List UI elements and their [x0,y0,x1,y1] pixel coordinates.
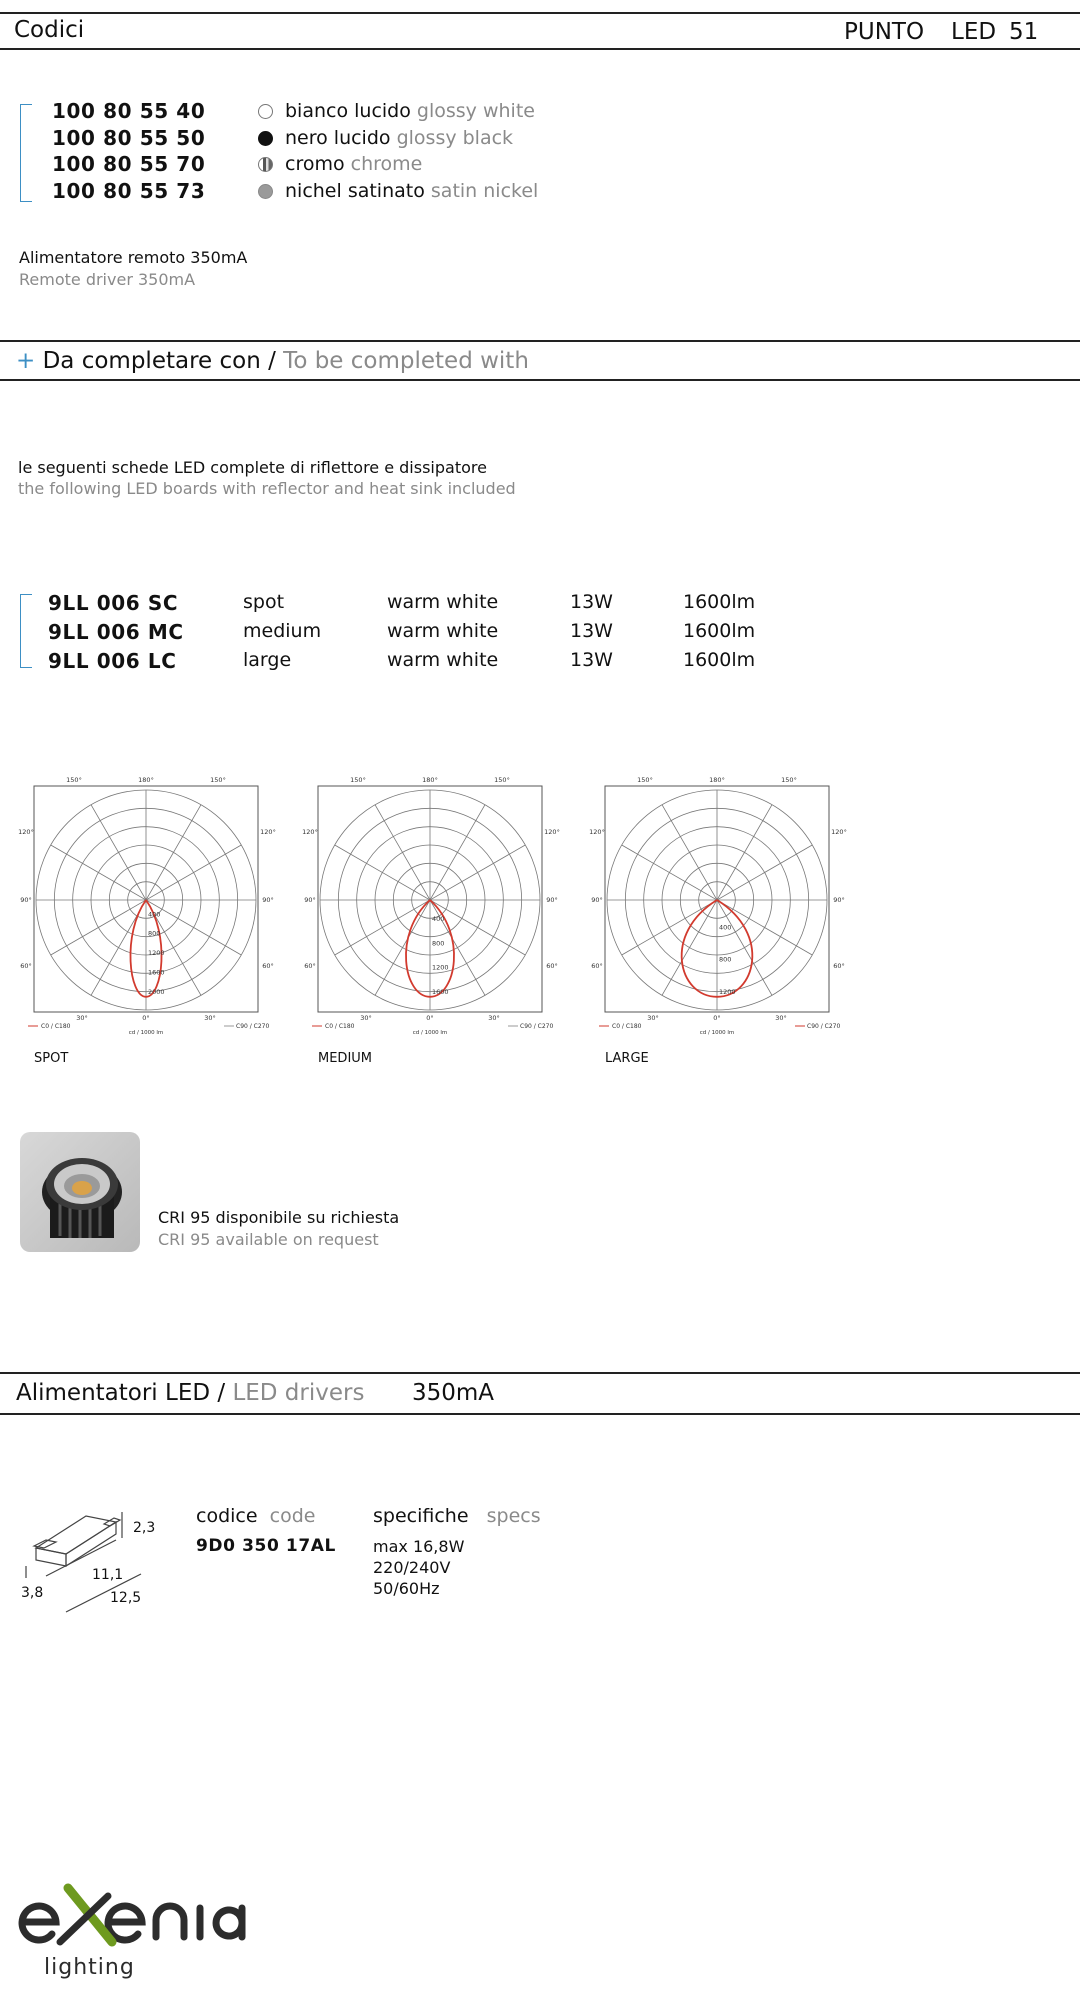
code-label-it: codice [196,1505,258,1527]
header-bottom-rule [0,48,1080,50]
ring-value-label: 800 [432,939,445,948]
code-label-en: code [269,1505,316,1527]
ring-value-label: 800 [148,929,161,938]
code-chrome: 100 80 55 70 [52,152,206,176]
spec-frequency: 50/60Hz [373,1579,440,1598]
led-power: 13W [570,620,613,642]
ring-value-label: 800 [719,955,732,964]
code-nickel: 100 80 55 73 [52,179,206,203]
angle-label: 60° [20,962,32,970]
boards-note-en: the following LED boards with reflector and heat sink included [18,479,516,498]
unit-label: cd / 1000 lm [412,1030,448,1036]
plus-icon: + [16,348,36,374]
led-color: warm white [387,649,499,671]
led-module-photo [20,1132,140,1252]
driver-note-it: Alimentatore remoto 350mA [19,248,248,267]
led-beam: large [243,649,292,671]
ring-value-label: 1600 [432,987,449,996]
driver-code-heading [196,1505,315,1527]
driver-front-face [36,1548,66,1566]
driver-drawing [16,1500,166,1620]
angle-label: 30° [204,1014,216,1022]
angle-label: 150° [66,776,82,784]
product-model: LED [951,19,997,45]
angle-label: 180° [422,776,438,784]
angle-label: 120° [260,828,276,836]
dim-length-inner: 11,1 [92,1567,124,1583]
finish-chrome [258,151,422,177]
angle-label: 120° [302,828,318,836]
glossy-white-swatch-icon [258,104,273,119]
angle-label: 90° [546,896,558,904]
finish-it: nero lucido [285,127,391,149]
led-power: 13W [570,591,613,613]
page-title: Codici [14,17,85,43]
angle-label: 30° [647,1014,659,1022]
section-rule-top [0,340,1080,342]
led-flux: 1600lm [683,649,756,671]
code-black: 100 80 55 50 [52,126,206,150]
angle-label: 90° [304,896,316,904]
header-top-rule [0,12,1080,14]
polar-diagram-large [587,772,867,1066]
legend-left: C0 / C180 [325,1023,355,1030]
angle-label: 60° [591,962,603,970]
glossy-black-swatch-icon [258,131,273,146]
section-drivers-it: Alimentatori LED [16,1380,211,1406]
ring-value-label: 400 [432,915,445,924]
led-color: warm white [387,620,499,642]
ring-value-label: 1600 [148,968,165,977]
leds-bracket [20,594,32,668]
led-code: 9LL 006 MC [48,620,184,644]
angle-label: 120° [831,828,847,836]
finish-en: satin nickel [430,180,539,202]
angle-label: 90° [262,896,274,904]
cri-en: CRI 95 available on request [158,1230,379,1249]
ring-value-label: 2000 [148,987,165,996]
dim-width: 3,8 [21,1585,44,1601]
section-drivers-en: LED drivers [232,1380,365,1406]
dim-length-outer: 12,5 [110,1590,142,1606]
legend-right: C90 / C270 [236,1023,270,1030]
angle-label: 150° [494,776,510,784]
drivers-rule-top [0,1372,1080,1374]
angle-label: 120° [18,828,34,836]
driver-specs-heading [373,1505,541,1527]
specs-label-en: specs [486,1505,541,1527]
legend-right: C90 / C270 [807,1023,841,1030]
dim-height: 2,3 [133,1520,156,1536]
finish-en: glossy white [416,100,535,122]
legend-right: C90 / C270 [520,1023,554,1030]
driver-specs-list [373,1536,464,1599]
finish-black [258,125,513,151]
led-color: warm white [387,591,499,613]
boards-note-it: le seguenti schede LED complete di riflettore e dissipatore [18,458,487,477]
spec-voltage: 220/240V [373,1558,451,1577]
angle-label: 0° [713,1014,721,1022]
angle-label: 180° [709,776,725,784]
angle-label: 90° [20,896,32,904]
logo-subtitle: lighting [44,1955,135,1980]
codes-bracket [20,104,32,202]
ring-value-label: 1200 [719,987,736,996]
angle-label: 60° [833,962,845,970]
angle-label: 30° [775,1014,787,1022]
angle-label: 30° [76,1014,88,1022]
led-beam: medium [243,620,322,642]
angle-label: 150° [637,776,653,784]
angle-label: 30° [488,1014,500,1022]
polar-diagram-spot [16,772,296,1066]
code-white: 100 80 55 40 [52,99,206,123]
section-complete-en: To be completed with [283,348,529,374]
angle-label: 30° [360,1014,372,1022]
finish-it: nichel satinato [285,180,425,202]
logo-e1 [22,1906,56,1940]
angle-label: 150° [210,776,226,784]
diagram-caption: LARGE [605,1051,649,1066]
angle-label: 60° [546,962,558,970]
logo-a [216,1908,242,1937]
unit-label: cd / 1000 lm [128,1030,164,1036]
angle-label: 90° [591,896,603,904]
section-drivers-title [16,1380,364,1406]
ring-value-label: 400 [148,910,161,919]
angle-label: 150° [781,776,797,784]
angle-label: 0° [426,1014,434,1022]
drivers-current: 350mA [412,1380,495,1406]
cri-it: CRI 95 disponibile su richiesta [158,1208,400,1227]
product-name: PUNTO [844,19,925,45]
finish-it: cromo [285,153,345,175]
angle-label: 150° [350,776,366,784]
section-complete-it: Da completare con [42,348,261,374]
angle-label: 60° [304,962,316,970]
separator: / [217,1380,226,1406]
ring-value-label: 400 [719,923,732,932]
polar-diagram-medium [300,772,580,1066]
legend-left: C0 / C180 [612,1023,642,1030]
finish-nickel [258,178,538,204]
section-rule-bottom [0,379,1080,381]
exenia-logo [16,1882,276,1982]
separator: / [268,348,276,374]
satin-nickel-swatch-icon [258,184,273,199]
led-code: 9LL 006 SC [48,591,179,615]
section-complete-title [16,348,529,374]
spec-power: max 16,8W [373,1537,465,1556]
led-code: 9LL 006 LC [48,649,177,673]
diagram-caption: SPOT [34,1051,69,1066]
finish-en: glossy black [396,127,514,149]
driver-code: 9D0 350 17AL [196,1536,336,1556]
logo-e2 [108,1906,142,1940]
angle-label: 120° [544,828,560,836]
logo-n [156,1906,184,1937]
drivers-rule-bottom [0,1413,1080,1415]
product-number: 51 [1009,19,1039,45]
led-flux: 1600lm [683,591,756,613]
finish-en: chrome [350,153,423,175]
specs-label-it: specifiche [373,1505,469,1527]
angle-label: 180° [138,776,154,784]
diagram-caption: MEDIUM [318,1051,373,1066]
angle-label: 0° [142,1014,150,1022]
angle-label: 90° [833,896,845,904]
ring-value-label: 1200 [432,963,449,972]
unit-label: cd / 1000 lm [699,1030,735,1036]
finish-it: bianco lucido [285,100,411,122]
ring-value-label: 1200 [148,949,165,958]
led-flux: 1600lm [683,620,756,642]
angle-label: 120° [589,828,605,836]
led-module-icon [20,1132,140,1252]
chrome-swatch-icon [258,157,273,172]
led-power: 13W [570,649,613,671]
finish-white [258,98,535,124]
legend-left: C0 / C180 [41,1023,71,1030]
angle-label: 60° [262,962,274,970]
driver-note-en: Remote driver 350mA [19,270,196,289]
led-beam: spot [243,591,285,613]
